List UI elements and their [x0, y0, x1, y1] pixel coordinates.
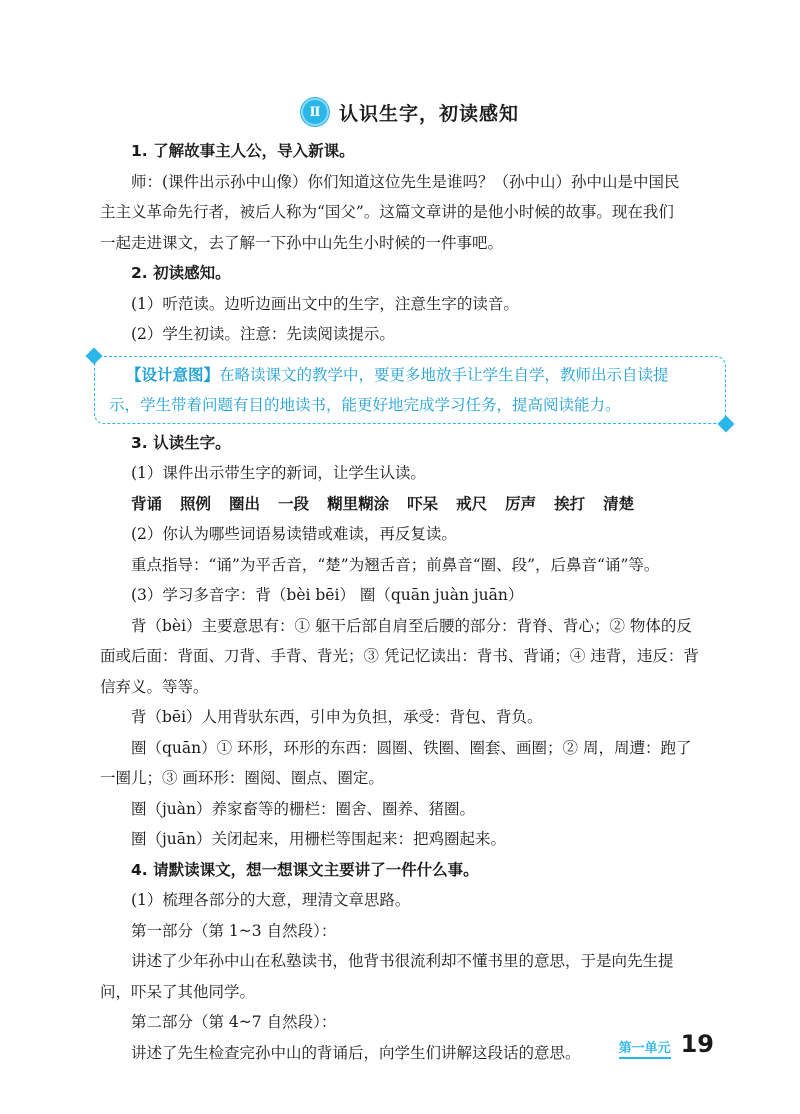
page-footer [619, 1030, 714, 1059]
design-intent-line: 示，学生带着问题有目的地读书，能更好地完成学习任务，提高阅读能力。 [109, 395, 621, 414]
step-1-heading: 1. 了解故事主人公，导入新课。 [131, 142, 355, 160]
new-word: 厉声 [505, 493, 537, 513]
new-word: 清楚 [603, 493, 635, 513]
paragraph-line: 一起走进课文，去了解一下孙中山先生小时候的一件事吧。 [100, 233, 504, 252]
page-content [100, 92, 720, 1068]
definition-line: 一圈儿；③ 画环形：圈阅、圈点、圈定。 [100, 769, 384, 787]
section-number-badge: Ⅱ [301, 98, 329, 126]
design-intent-line [109, 360, 715, 390]
list-item: (2）你认为哪些词语易读错或难读，再反复读。 [131, 525, 457, 543]
corner-ornament-icon [718, 415, 735, 432]
step-2-heading: 2. 初读感知。 [131, 264, 231, 282]
design-intent-label: 【设计意图】 [126, 364, 220, 384]
step-3-heading: 3. 认读生字。 [131, 433, 231, 452]
paragraph-line: 师：(课件出示孙中山像）你们知道这位先生是谁吗？（孙中山）孙中山是中国民 [131, 172, 680, 191]
list-item: (3）学习多音字：背（bèi bēi） 圈（quān juàn juān） [131, 586, 524, 604]
definition-line: 背（bēi）人用背驮东西，引申为负担，承受：背包、背负。 [131, 708, 543, 726]
part-label: 第二部分（第 4~7 自然段）： [131, 1013, 337, 1031]
new-word: 吓呆 [407, 493, 439, 513]
list-item: (1）听范读。边听边画出文中的生字，注意生字的读音。 [131, 294, 519, 313]
new-word: 圈出 [229, 493, 261, 513]
paragraph-line: 讲述了少年孙中山在私塾读书，他背书很流利却不懂书里的意思，于是向先生提 [131, 952, 674, 970]
unit-label: 第一单元 [619, 1037, 671, 1059]
page-number: 19 [680, 1030, 714, 1058]
new-word: 照例 [180, 493, 212, 513]
design-intent-box [94, 356, 726, 424]
new-words-list [100, 489, 720, 520]
definition-line: 信弃义。等等。 [100, 677, 209, 696]
new-word: 挨打 [554, 493, 586, 513]
list-item: (2）学生初读。注意：先读阅读提示。 [131, 325, 395, 343]
paragraph-line: 问，吓呆了其他同学。 [100, 982, 256, 1001]
list-item: (1）课件出示带生字的新词，让学生认读。 [131, 464, 426, 482]
new-word: 背诵 [131, 493, 163, 513]
step-4-heading: 4. 请默读课文，想一想课文主要讲了一件什么事。 [131, 860, 479, 879]
section-header [100, 92, 720, 132]
paragraph-line: 讲述了先生检查完孙中山的背诵后，向学生们讲解这段话的意思。 [131, 1043, 581, 1062]
new-word: 糊里糊涂 [327, 493, 390, 513]
corner-ornament-icon [86, 347, 103, 364]
list-item: (1）梳理各部分的大意，理清文章思路。 [131, 891, 411, 909]
paragraph-line: 主主义革命先行者，被后人称为“国父”。这篇文章讲的是他小时候的故事。现在我们 [100, 203, 674, 221]
definition-line: 面或后面：背面、刀背、手背、背光；③ 凭记忆读出：背书、背诵；④ 违背，违反：背 [100, 647, 699, 665]
definition-line: 圈（quān）① 环形，环形的东西：圆圈、铁圈、圈套、画圈；② 周，周遭：跑了 [131, 738, 692, 757]
definition-line: 圈（juān）关闭起来，用栅栏等围起来：把鸡圈起来。 [131, 830, 507, 848]
new-word: 一段 [278, 493, 310, 513]
definition-line: 背（bèi）主要意思有：① 躯干后部自肩至后腰的部分：背脊、背心；② 物体的反 [131, 616, 692, 635]
new-word: 戒尺 [456, 493, 488, 513]
section-title: 认识生字，初读感知 [338, 102, 519, 125]
part-label: 第一部分（第 1~3 自然段）： [131, 921, 337, 940]
pronunciation-guide: 重点指导：“诵”为平舌音，“楚”为翘舌音；前鼻音“圈、段”，后鼻音“诵”等。 [131, 555, 660, 574]
design-intent-text: 在略读课文的教学中，要更多地放手让学生自学，教师出示自读提 [219, 365, 669, 384]
definition-line: 圈（juàn）养家畜等的栅栏：圈舍、圈养、猪圈。 [131, 799, 476, 818]
